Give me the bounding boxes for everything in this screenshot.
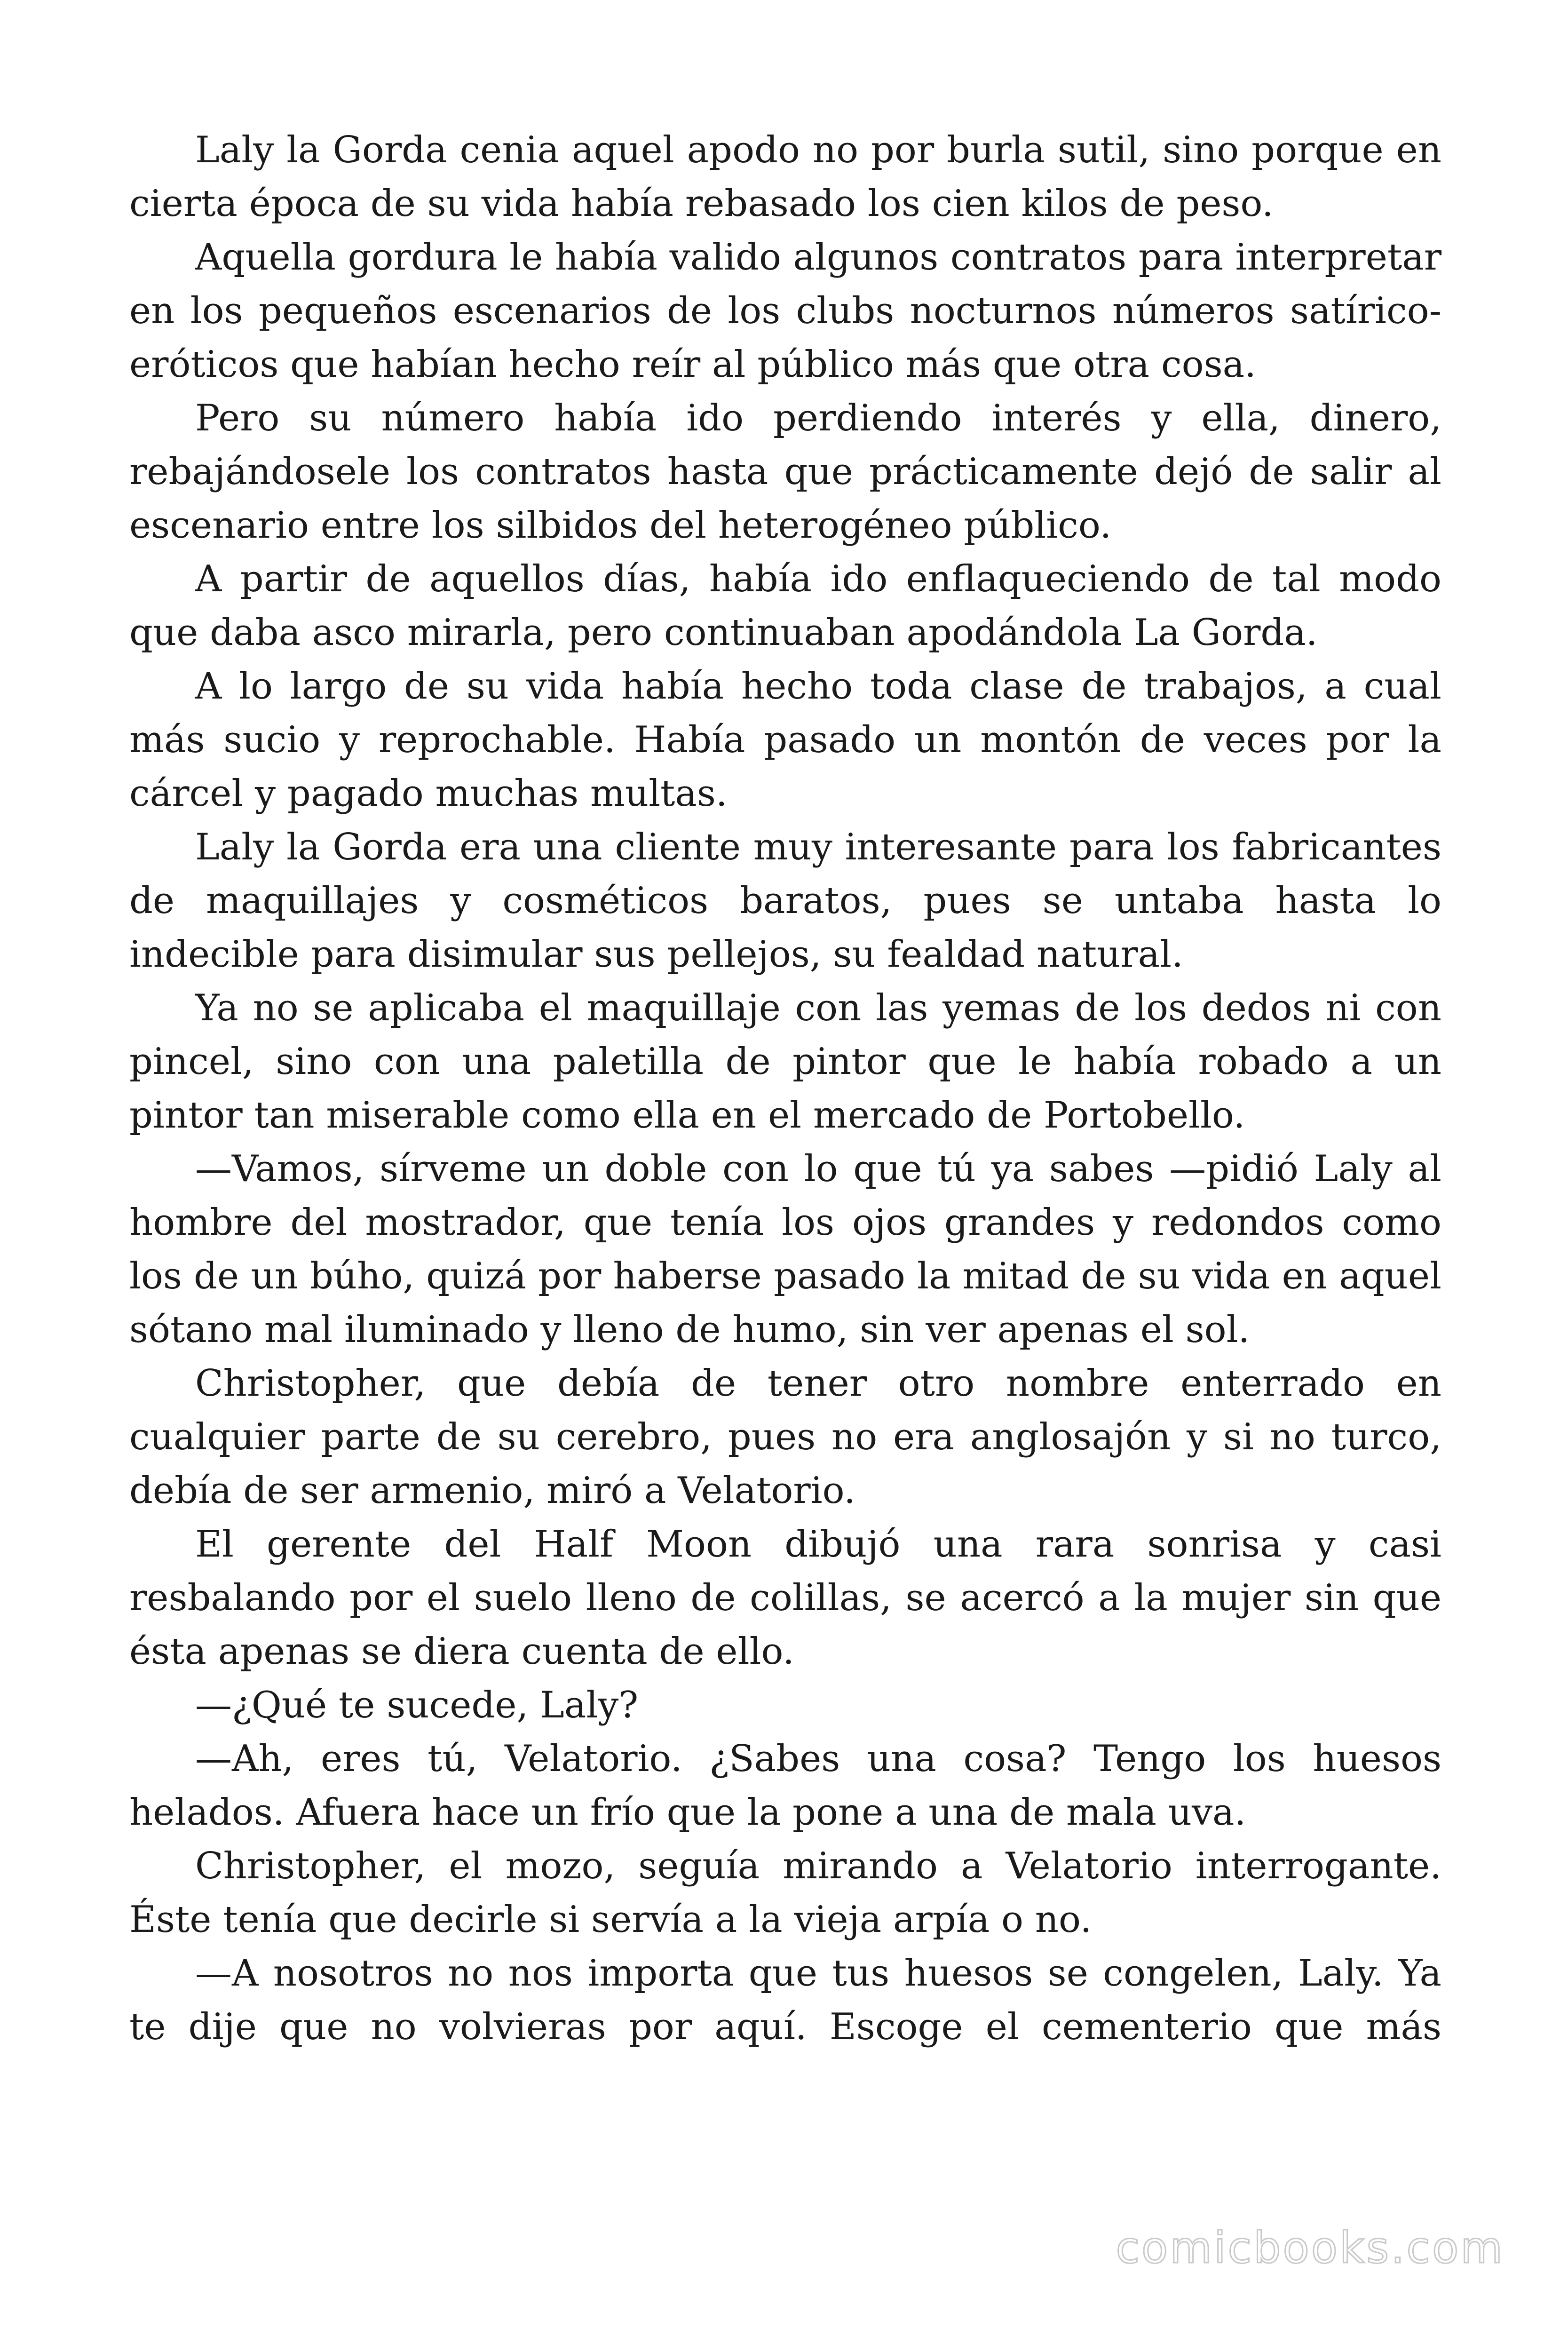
paragraph: El gerente del Half Moon dibujó una rara sonrisa y casi resbalando por el suelo lleno de colillas, se acercó a la mujer sin que ésta apenas se diera cuenta de ello. [129, 1523, 1441, 1673]
paragraph: —¿Qué te sucede, Laly? [195, 1684, 639, 1726]
watermark: comicbooks.com [1116, 2223, 1505, 2273]
paragraph: Christopher, que debía de tener otro nombre enterrado en cualquier parte de su cerebro, pues no era anglosajón y si no turco, debía de ser armenio, miró a Velatorio. [129, 1362, 1441, 1512]
paragraph: Aquella gordura le había valido algunos contratos para interpretar en los pequeños escenarios de los clubs nocturnos números satírico-eróticos que habían hecho reír al público más que otra cosa. [129, 236, 1441, 386]
paragraph: —A nosotros no nos importa que tus huesos se congelen, Laly. Ya te dije que no volvieras por aquí. Escoge el cementerio que más [129, 1952, 1441, 2048]
paragraph: A lo largo de su vida había hecho toda clase de trabajos, a cual más sucio y reprochable. Había pasado un montón de veces por la cárcel y pagado muchas multas. [129, 665, 1441, 815]
paragraph: —Vamos, sírveme un doble con lo que tú ya sabes —pidió Laly al hombre del mostrador, que tenía los ojos grandes y redondos como los de un búho, quizá por haberse pasado la mitad de su vida en aquel sótano mal iluminado y lleno de humo, sin ver apenas el sol. [129, 1148, 1441, 1351]
book-page [129, 123, 1441, 2054]
paragraph: —Ah, eres tú, Velatorio. ¿Sabes una cosa? Tengo los huesos helados. Afuera hace un frío que la pone a una de mala uva. [129, 1738, 1441, 1834]
paragraph: Christopher, el mozo, seguía mirando a Velatorio interrogante. Éste tenía que decirle si servía a la vieja arpía o no. [129, 1845, 1441, 1941]
paragraph: A partir de aquellos días, había ido enflaqueciendo de tal modo que daba asco mirarla, pero continuaban apodándola La Gorda. [129, 558, 1441, 654]
paragraph: Laly la Gorda era una cliente muy interesante para los fabricantes de maquillajes y cosméticos baratos, pues se untaba hasta lo indecible para disimular sus pellejos, su fealdad natural. [129, 826, 1441, 976]
paragraph: Laly la Gorda cenia aquel apodo no por burla sutil, sino porque en cierta época de su vida había rebasado los cien kilos de peso. [129, 129, 1441, 225]
paragraph: Pero su número había ido perdiendo interés y ella, dinero, rebajándosele los contratos hasta que prácticamente dejó de salir al escenario entre los silbidos del heterogéneo público. [129, 397, 1441, 547]
paragraph: Ya no se aplicaba el maquillaje con las yemas de los dedos ni con pincel, sino con una paletilla de pintor que le había robado a un pintor tan miserable como ella en el mercado de Portobello. [129, 987, 1441, 1136]
